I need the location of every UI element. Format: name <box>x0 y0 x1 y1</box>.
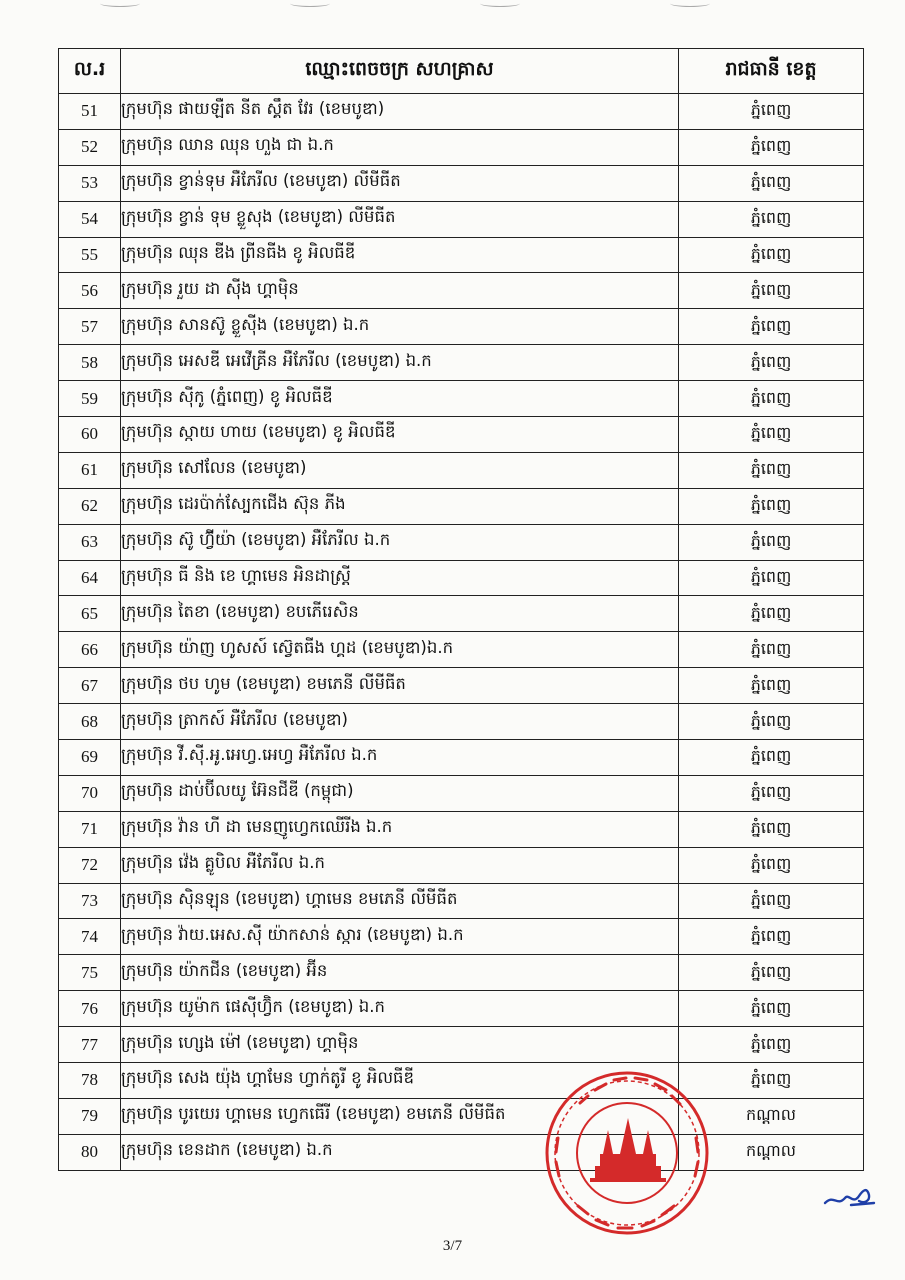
company-name: ក្រុមហ៊ុន វ៉ាន ហី ដា មេនញូហ្វេកឈើរីង ឯ.ក <box>121 811 679 847</box>
header-province: រាជធានី ខេត្ត <box>679 49 864 94</box>
row-number: 57 <box>59 309 121 345</box>
company-name: ក្រុមហ៊ុន ហ្សេង ម៉ៅ (ខេមបូឌា) ហ្គាម៉ិន <box>121 1027 679 1063</box>
province-name: ភ្នំពេញ <box>679 847 864 883</box>
province-name: ភ្នំពេញ <box>679 740 864 776</box>
table-row <box>59 847 864 883</box>
table-row <box>59 632 864 668</box>
province-name: ភ្នំពេញ <box>679 273 864 309</box>
company-name: ក្រុមហ៊ុន សៅលែន (ខេមបូឌា) <box>121 452 679 488</box>
company-name: ក្រុមហ៊ុន ផាយឡឺត នីត ស្គឹត វែរ (ខេមបូឌា) <box>121 94 679 130</box>
table-row <box>59 129 864 165</box>
row-number: 67 <box>59 668 121 704</box>
province-name: ភ្នំពេញ <box>679 596 864 632</box>
province-name: ភ្នំពេញ <box>679 883 864 919</box>
province-name: ភ្នំពេញ <box>679 560 864 596</box>
province-name: កណ្ដាល <box>679 1098 864 1134</box>
province-name: ភ្នំពេញ <box>679 524 864 560</box>
province-name: ភ្នំពេញ <box>679 1063 864 1099</box>
table-row <box>59 991 864 1027</box>
company-name: ក្រុមហ៊ុន យូម៉ាក ផេស៊ីហ្វ៊ិក (ខេមបូឌា) ឯ.ក <box>121 991 679 1027</box>
row-number: 52 <box>59 129 121 165</box>
province-name: ភ្នំពេញ <box>679 381 864 417</box>
row-number: 53 <box>59 165 121 201</box>
table-row <box>59 94 864 130</box>
company-name: ក្រុមហ៊ុន ដាប់ប៊ីលយូ អ៊ែនជីឌី (កម្ពុជា) <box>121 775 679 811</box>
company-name: ក្រុមហ៊ុន ស៊ិនឡុន (ខេមបូឌា) ហ្គាមេន ខមភេនី លីមីធីត <box>121 883 679 919</box>
company-name: ក្រុមហ៊ុន វ៉េង គ្លូបិល អឺភែរីល ឯ.ក <box>121 847 679 883</box>
table-row <box>59 1098 864 1134</box>
table-row <box>59 883 864 919</box>
province-name: ភ្នំពេញ <box>679 991 864 1027</box>
company-name: ក្រុមហ៊ុន សានស៊ូ ខ្លួស៊ីង (ខេមបូឌា) ឯ.ក <box>121 309 679 345</box>
row-number: 71 <box>59 811 121 847</box>
table-row <box>59 740 864 776</box>
table-row <box>59 452 864 488</box>
table-row <box>59 381 864 417</box>
row-number: 80 <box>59 1134 121 1170</box>
table-row <box>59 704 864 740</box>
company-name: ក្រុមហ៊ុន យ៉ាញ ហូសស៍ ស្វ៊េតធីង ហ្គដ (ខេមបូឌា)ឯ.ក <box>121 632 679 668</box>
province-name: ភ្នំពេញ <box>679 237 864 273</box>
province-name: ភ្នំពេញ <box>679 668 864 704</box>
header-company-name: ឈ្មោះពេចចក្រ សហគ្រាស <box>121 49 679 94</box>
company-name: ក្រុមហ៊ុន ឈាន ឈុន ហួង ជា ឯ.ក <box>121 129 679 165</box>
row-number: 75 <box>59 955 121 991</box>
row-number: 74 <box>59 919 121 955</box>
province-name: ភ្នំពេញ <box>679 129 864 165</box>
signature-mark-icon <box>822 1184 877 1210</box>
company-name: ក្រុមហ៊ុន យ៉ាកជីន (ខេមបូឌា) អ៊ីន <box>121 955 679 991</box>
row-number: 56 <box>59 273 121 309</box>
company-name: ក្រុមហ៊ុន ធី និង ខេ ហ្គាមេន អិនដាស្ត្រី <box>121 560 679 596</box>
company-name: ក្រុមហ៊ុន ស្កាយ ហាយ (ខេមបូឌា) ខូ អិលធីឌី <box>121 417 679 453</box>
table-row <box>59 237 864 273</box>
company-name: ក្រុមហ៊ុន ថប ហូម (ខេមបូឌា) ខមភេនី លីមីធីត <box>121 668 679 704</box>
company-name: ក្រុមហ៊ុន អេសឌី អេវើគ្រីន អឺភែរីល (ខេមបូឌា) ឯ.ក <box>121 345 679 381</box>
row-number: 72 <box>59 847 121 883</box>
row-number: 79 <box>59 1098 121 1134</box>
table-row <box>59 273 864 309</box>
table-row <box>59 811 864 847</box>
province-name: ភ្នំពេញ <box>679 201 864 237</box>
row-number: 76 <box>59 991 121 1027</box>
row-number: 61 <box>59 452 121 488</box>
province-name: ភ្នំពេញ <box>679 345 864 381</box>
province-name: កណ្ដាល <box>679 1134 864 1170</box>
row-number: 73 <box>59 883 121 919</box>
row-number: 77 <box>59 1027 121 1063</box>
table-row <box>59 201 864 237</box>
table-row <box>59 775 864 811</box>
table-header-row <box>59 49 864 94</box>
company-name: ក្រុមហ៊ុន ស៊ូ ហ៊្វីយ៉ា (ខេមបូឌា) អឺភែរីល ឯ.ក <box>121 524 679 560</box>
row-number: 66 <box>59 632 121 668</box>
company-name: ក្រុមហ៊ុន វី.ស៊ី.អូ.អេហ្វ.អេហ្វ អឺភែរីល ឯ.ក <box>121 740 679 776</box>
row-number: 60 <box>59 417 121 453</box>
table-row <box>59 560 864 596</box>
company-name: ក្រុមហ៊ុន ត្រាកស៍ អឺភែរីល (ខេមបូឌា) <box>121 704 679 740</box>
table-row <box>59 919 864 955</box>
province-name: ភ្នំពេញ <box>679 165 864 201</box>
page-number: 3/7 <box>442 1238 463 1254</box>
company-name: ក្រុមហ៊ុន ដេរប៉ាក់ស្បែកជើង ស៊ុន ភីង <box>121 488 679 524</box>
company-name: ក្រុមហ៊ុន បូរយេរ ហ្គាមេន ហ្វេកធើរី (ខេមបូឌា) ខមភេនី លីមីធីត <box>121 1098 679 1134</box>
header-number: ល.រ <box>59 49 121 94</box>
province-name: ភ្នំពេញ <box>679 632 864 668</box>
row-number: 70 <box>59 775 121 811</box>
company-name: ក្រុមហ៊ុន រួយ ដា ស៊ីង ហ្គាម៉ិន <box>121 273 679 309</box>
table-row <box>59 668 864 704</box>
table-row <box>59 488 864 524</box>
table-row <box>59 1027 864 1063</box>
company-name: ក្រុមហ៊ុន វ៉ាយ.អេស.ស៊ី យ៉ាកសាន់ ស្ការ (ខេមបូឌា) ឯ.ក <box>121 919 679 955</box>
company-name: ក្រុមហ៊ុន ខ្វាន់ ទុម ខ្លួសុង (ខេមបូឌា) លីមីធីត <box>121 201 679 237</box>
province-name: ភ្នំពេញ <box>679 811 864 847</box>
table-row <box>59 596 864 632</box>
row-number: 65 <box>59 596 121 632</box>
province-name: ភ្នំពេញ <box>679 775 864 811</box>
row-number: 68 <box>59 704 121 740</box>
row-number: 63 <box>59 524 121 560</box>
table-row <box>59 417 864 453</box>
company-name: ក្រុមហ៊ុន តៃខា (ខេមបូឌា) ខបភើរេសិន <box>121 596 679 632</box>
row-number: 59 <box>59 381 121 417</box>
province-name: ភ្នំពេញ <box>679 452 864 488</box>
row-number: 54 <box>59 201 121 237</box>
row-number: 55 <box>59 237 121 273</box>
row-number: 51 <box>59 94 121 130</box>
province-name: ភ្នំពេញ <box>679 704 864 740</box>
official-seal-icon <box>540 1068 715 1238</box>
table-row <box>59 1063 864 1099</box>
table-row <box>59 165 864 201</box>
table-row <box>59 955 864 991</box>
row-number: 64 <box>59 560 121 596</box>
province-name: ភ្នំពេញ <box>679 919 864 955</box>
table-row <box>59 309 864 345</box>
row-number: 62 <box>59 488 121 524</box>
company-name: ក្រុមហ៊ុន ខេនដាក (ខេមបូឌា) ឯ.ក <box>121 1134 679 1170</box>
company-name: ក្រុមហ៊ុន ឈុន ឌីង ព្រីនធីង ខូ អិលធីឌី <box>121 237 679 273</box>
top-binding-marks <box>60 0 860 14</box>
province-name: ភ្នំពេញ <box>679 488 864 524</box>
province-name: ភ្នំពេញ <box>679 94 864 130</box>
table-row <box>59 345 864 381</box>
province-name: ភ្នំពេញ <box>679 309 864 345</box>
row-number: 58 <box>59 345 121 381</box>
company-name: ក្រុមហ៊ុន សេង យ៉ុង ហ្គាមែន ហ្វាក់តូរី ខូ អិលធីឌី <box>121 1063 679 1099</box>
row-number: 78 <box>59 1063 121 1099</box>
row-number: 69 <box>59 740 121 776</box>
table-row <box>59 1134 864 1170</box>
province-name: ភ្នំពេញ <box>679 1027 864 1063</box>
table-row <box>59 524 864 560</box>
company-name: ក្រុមហ៊ុន ខ្វាន់ទុម អឺភែរីល (ខេមបូឌា) លីមីធីត <box>121 165 679 201</box>
company-name: ក្រុមហ៊ុន ស៊ីកូ (ភ្នំពេញ) ខូ អិលធីឌី <box>121 381 679 417</box>
company-list-table <box>58 48 864 1171</box>
province-name: ភ្នំពេញ <box>679 417 864 453</box>
province-name: ភ្នំពេញ <box>679 955 864 991</box>
